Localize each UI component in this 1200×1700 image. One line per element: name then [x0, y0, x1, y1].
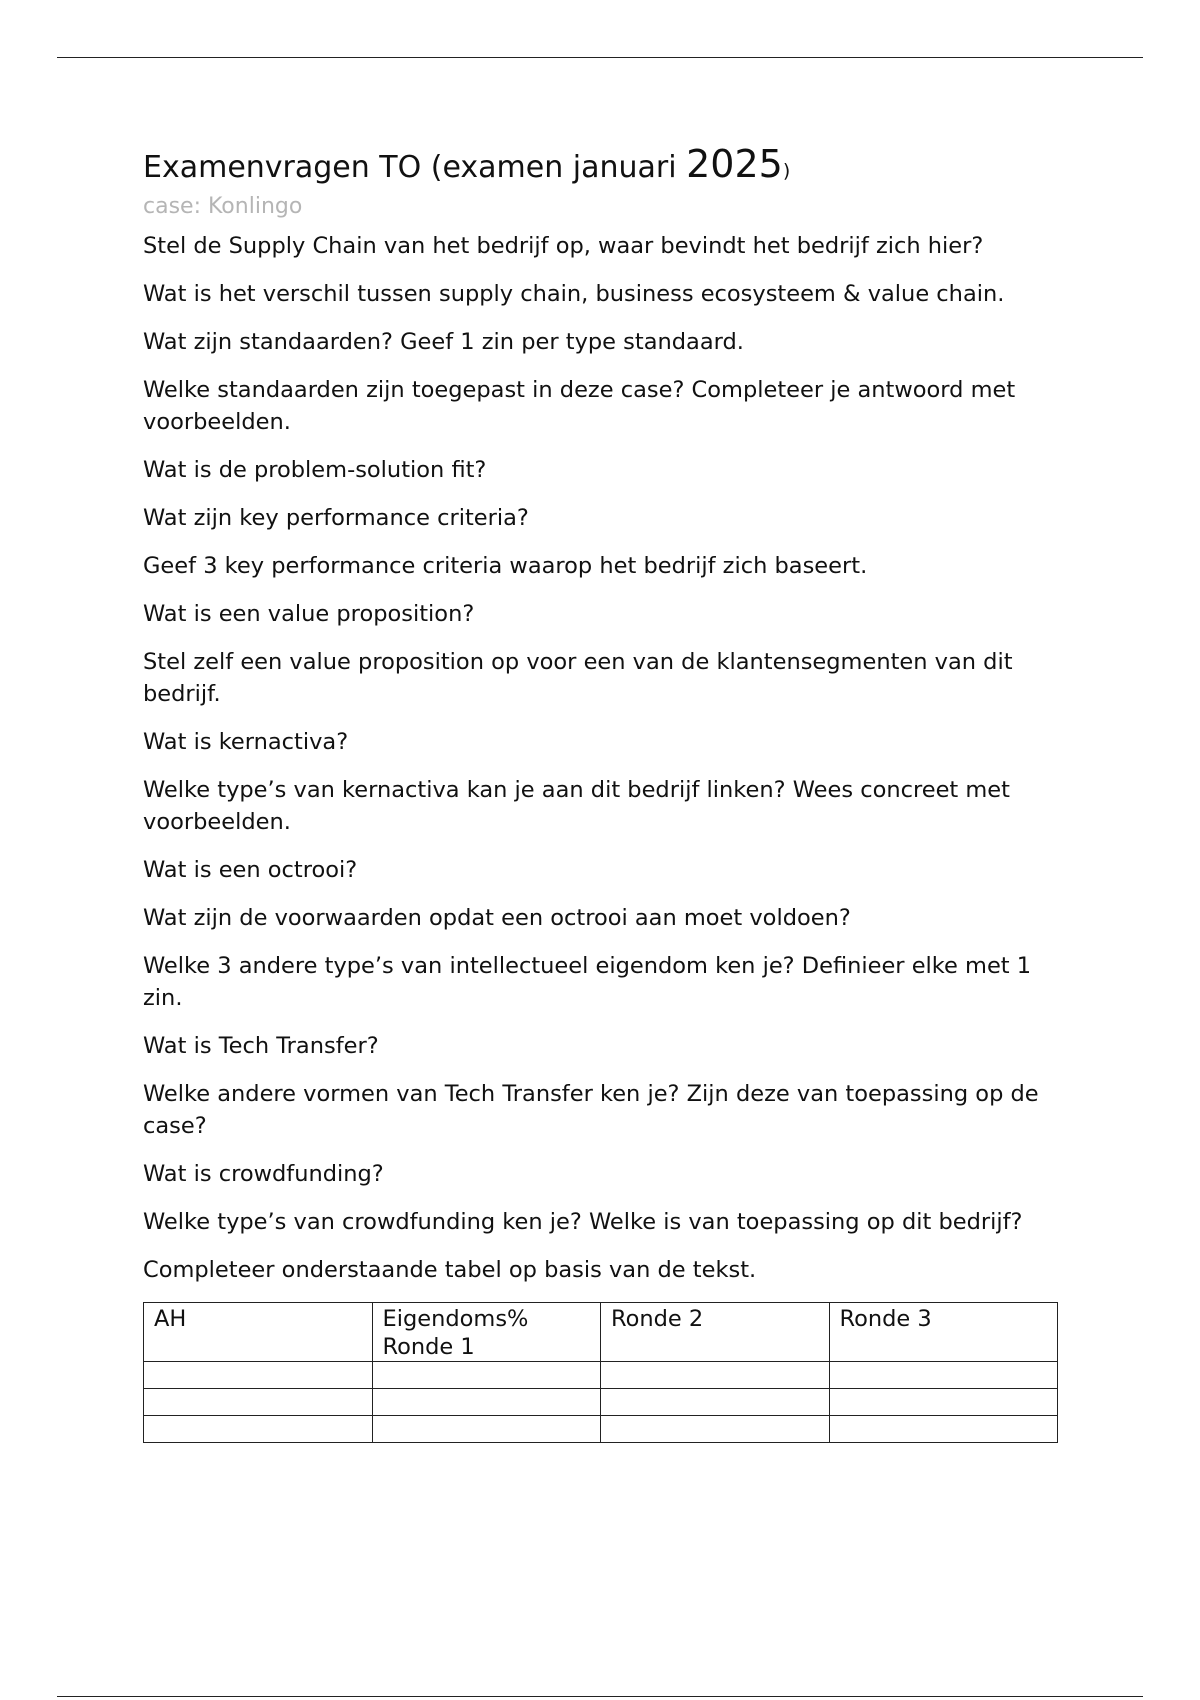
question-item: Wat is Tech Transfer?: [143, 1033, 379, 1059]
title-year: 2025: [686, 142, 783, 186]
document-title: [143, 143, 1068, 192]
table-header-cell: Ronde 3: [829, 1303, 1058, 1362]
question-item: Welke type’s van crowdfunding ken je? Welke is van toepassing op dit bedrijf?: [143, 1209, 1023, 1235]
bottom-rule: [57, 1696, 1143, 1697]
table-row: [144, 1362, 1058, 1389]
question-item: Geef 3 key performance criteria waarop het bedrijf zich baseert.: [143, 553, 868, 579]
table-cell: [372, 1389, 601, 1416]
table-cell: [601, 1416, 830, 1443]
question-item: Wat is het verschil tussen supply chain, business ecosysteem & value chain.: [143, 281, 1005, 307]
question-item: Completeer onderstaande tabel op basis van de tekst.: [143, 1257, 757, 1283]
question-item: Stel de Supply Chain van het bedrijf op, waar bevindt het bedrijf zich hier?: [143, 233, 984, 259]
table-cell: [144, 1389, 373, 1416]
question-item: Welke 3 andere type’s van intellectueel eigendom ken je? Definieer elke met 1 zin.: [143, 953, 1032, 1011]
question-item: Wat zijn key performance criteria?: [143, 505, 529, 531]
table-cell: [372, 1362, 601, 1389]
question-item: Wat zijn de voorwaarden opdat een octrooi aan moet voldoen?: [143, 905, 851, 931]
document-body: [143, 143, 1068, 1443]
question-item: Wat is crowdfunding?: [143, 1161, 384, 1187]
table-header-cell: Eigendoms% Ronde 1: [372, 1303, 601, 1362]
question-list: [143, 230, 1068, 1286]
table-row: [144, 1416, 1058, 1443]
question-item: Wat is een value proposition?: [143, 601, 475, 627]
question-item: Wat is kernactiva?: [143, 729, 349, 755]
title-close: ): [782, 160, 791, 182]
title-main: Examenvragen TO (examen januari: [143, 150, 687, 185]
table-cell: [144, 1362, 373, 1389]
table-cell: [144, 1416, 373, 1443]
table-cell: [829, 1416, 1058, 1443]
table-header-row: [144, 1303, 1058, 1362]
question-item: Stel zelf een value proposition op voor een van de klantensegmenten van dit bedrijf.: [143, 649, 1013, 707]
question-item: Wat zijn standaarden? Geef 1 zin per type standaard.: [143, 329, 744, 355]
document-subtitle: case: Konlingo: [143, 194, 303, 219]
table-cell: [601, 1362, 830, 1389]
table-header-cell: AH: [144, 1303, 373, 1362]
table-cell: [829, 1362, 1058, 1389]
ownership-table: [143, 1302, 1058, 1443]
question-item: Welke andere vormen van Tech Transfer ken je? Zijn deze van toepassing op de case?: [143, 1081, 1039, 1139]
top-rule: [57, 57, 1143, 58]
table-row: [144, 1389, 1058, 1416]
table-cell: [829, 1389, 1058, 1416]
question-item: Wat is de problem-solution fit?: [143, 457, 487, 483]
question-item: Welke standaarden zijn toegepast in deze case? Completeer je antwoord met voorbeelden.: [143, 377, 1016, 435]
question-item: Wat is een octrooi?: [143, 857, 358, 883]
table-header-cell: Ronde 2: [601, 1303, 830, 1362]
question-item: Welke type’s van kernactiva kan je aan dit bedrijf linken? Wees concreet met voorbeelden.: [143, 777, 1010, 835]
table-cell: [601, 1389, 830, 1416]
table-cell: [372, 1416, 601, 1443]
